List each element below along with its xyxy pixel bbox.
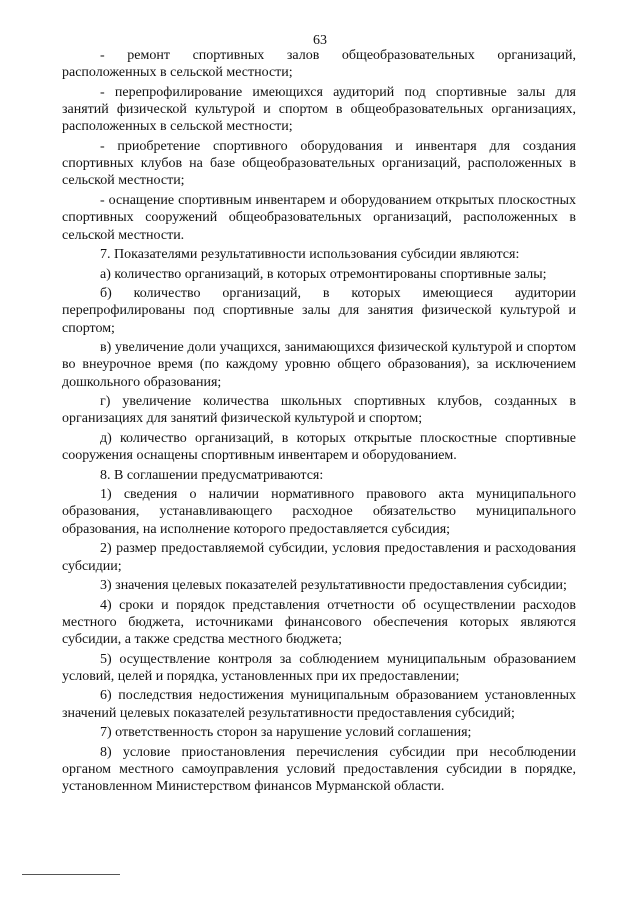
footer-divider (22, 874, 120, 875)
page-number: 63 (313, 33, 327, 48)
paragraph: 1) сведения о наличии нормативного правового акта муниципального образования, устанавливающего расходное обязательство муниципального образования, на исполнение которого предоставляется субсидия; (62, 487, 576, 537)
paragraph: 8) условие приостановления перечисления субсидии при несоблюдении органом местного самоуправления условий предоставления субсидии в порядке, установленном Министерством финансов Мурманской области. (62, 744, 576, 795)
paragraph: г) увеличение количества школьных спортивных клубов, созданных в организациях для занятий физической культурой и спортом; (62, 394, 576, 427)
paragraph: б) количество организаций, в которых имеющиеся аудитории перепрофилированы под спортивные залы для занятия физической культурой и спортом; (62, 285, 576, 336)
paragraph: - ремонт спортивных залов общеобразовательных организаций, расположенных в сельской местности; (62, 48, 576, 81)
paragraph: 4) сроки и порядок представления отчетности об осуществлении расходов местного бюджета, источниками финансового обеспечения которых являются субсидии, а также средства местного бюджета; (62, 597, 576, 648)
paragraph: а) количество организаций, в которых отремонтированы спортивные залы; (100, 266, 547, 282)
paragraph: - перепрофилирование имеющихся аудиторий под спортивные залы для занятий физической культурой и спортом в общеобразовательных организациях, расположенных в сельской местности; (62, 84, 576, 135)
paragraph: 3) значения целевых показателей результативности предоставления субсидии; (100, 578, 567, 594)
paragraph: - оснащение спортивным инвентарем и оборудованием открытых плоскостных спортивных сооружений общеобразовательных организаций, расположенных в сельской местности. (62, 192, 576, 243)
paragraph: 6) последствия недостижения муниципальным образованием установленных значений целевых показателей результативности предоставления субсидий; (62, 688, 576, 721)
paragraph: 2) размер предоставляемой субсидии, условия предоставления и расходования субсидии; (62, 541, 576, 574)
paragraph: в) увеличение доли учащихся, занимающихся физической культурой и спортом во внеурочное время (по каждому уровню общего образования), за исключением дошкольного образования; (62, 340, 576, 390)
paragraph: 7. Показателями результативности использования субсидии являются: (100, 247, 520, 263)
paragraph: - приобретение спортивного оборудования и инвентаря для создания спортивных клубов на базе общеобразовательных организаций, расположенных в сельской местности; (62, 138, 576, 189)
paragraph: д) количество организаций, в которых открытые плоскостные спортивные сооружения оснащены спортивным инвентарем и оборудованием. (62, 430, 576, 464)
paragraph: 8. В соглашении предусматриваются: (100, 467, 324, 483)
paragraph: 5) осуществление контроля за соблюдением муниципальным образованием условий, целей и порядка, установленных при их предоставлении; (62, 651, 576, 684)
paragraph: 7) ответственность сторон за нарушение условий соглашения; (100, 725, 472, 741)
document-body (62, 47, 576, 796)
